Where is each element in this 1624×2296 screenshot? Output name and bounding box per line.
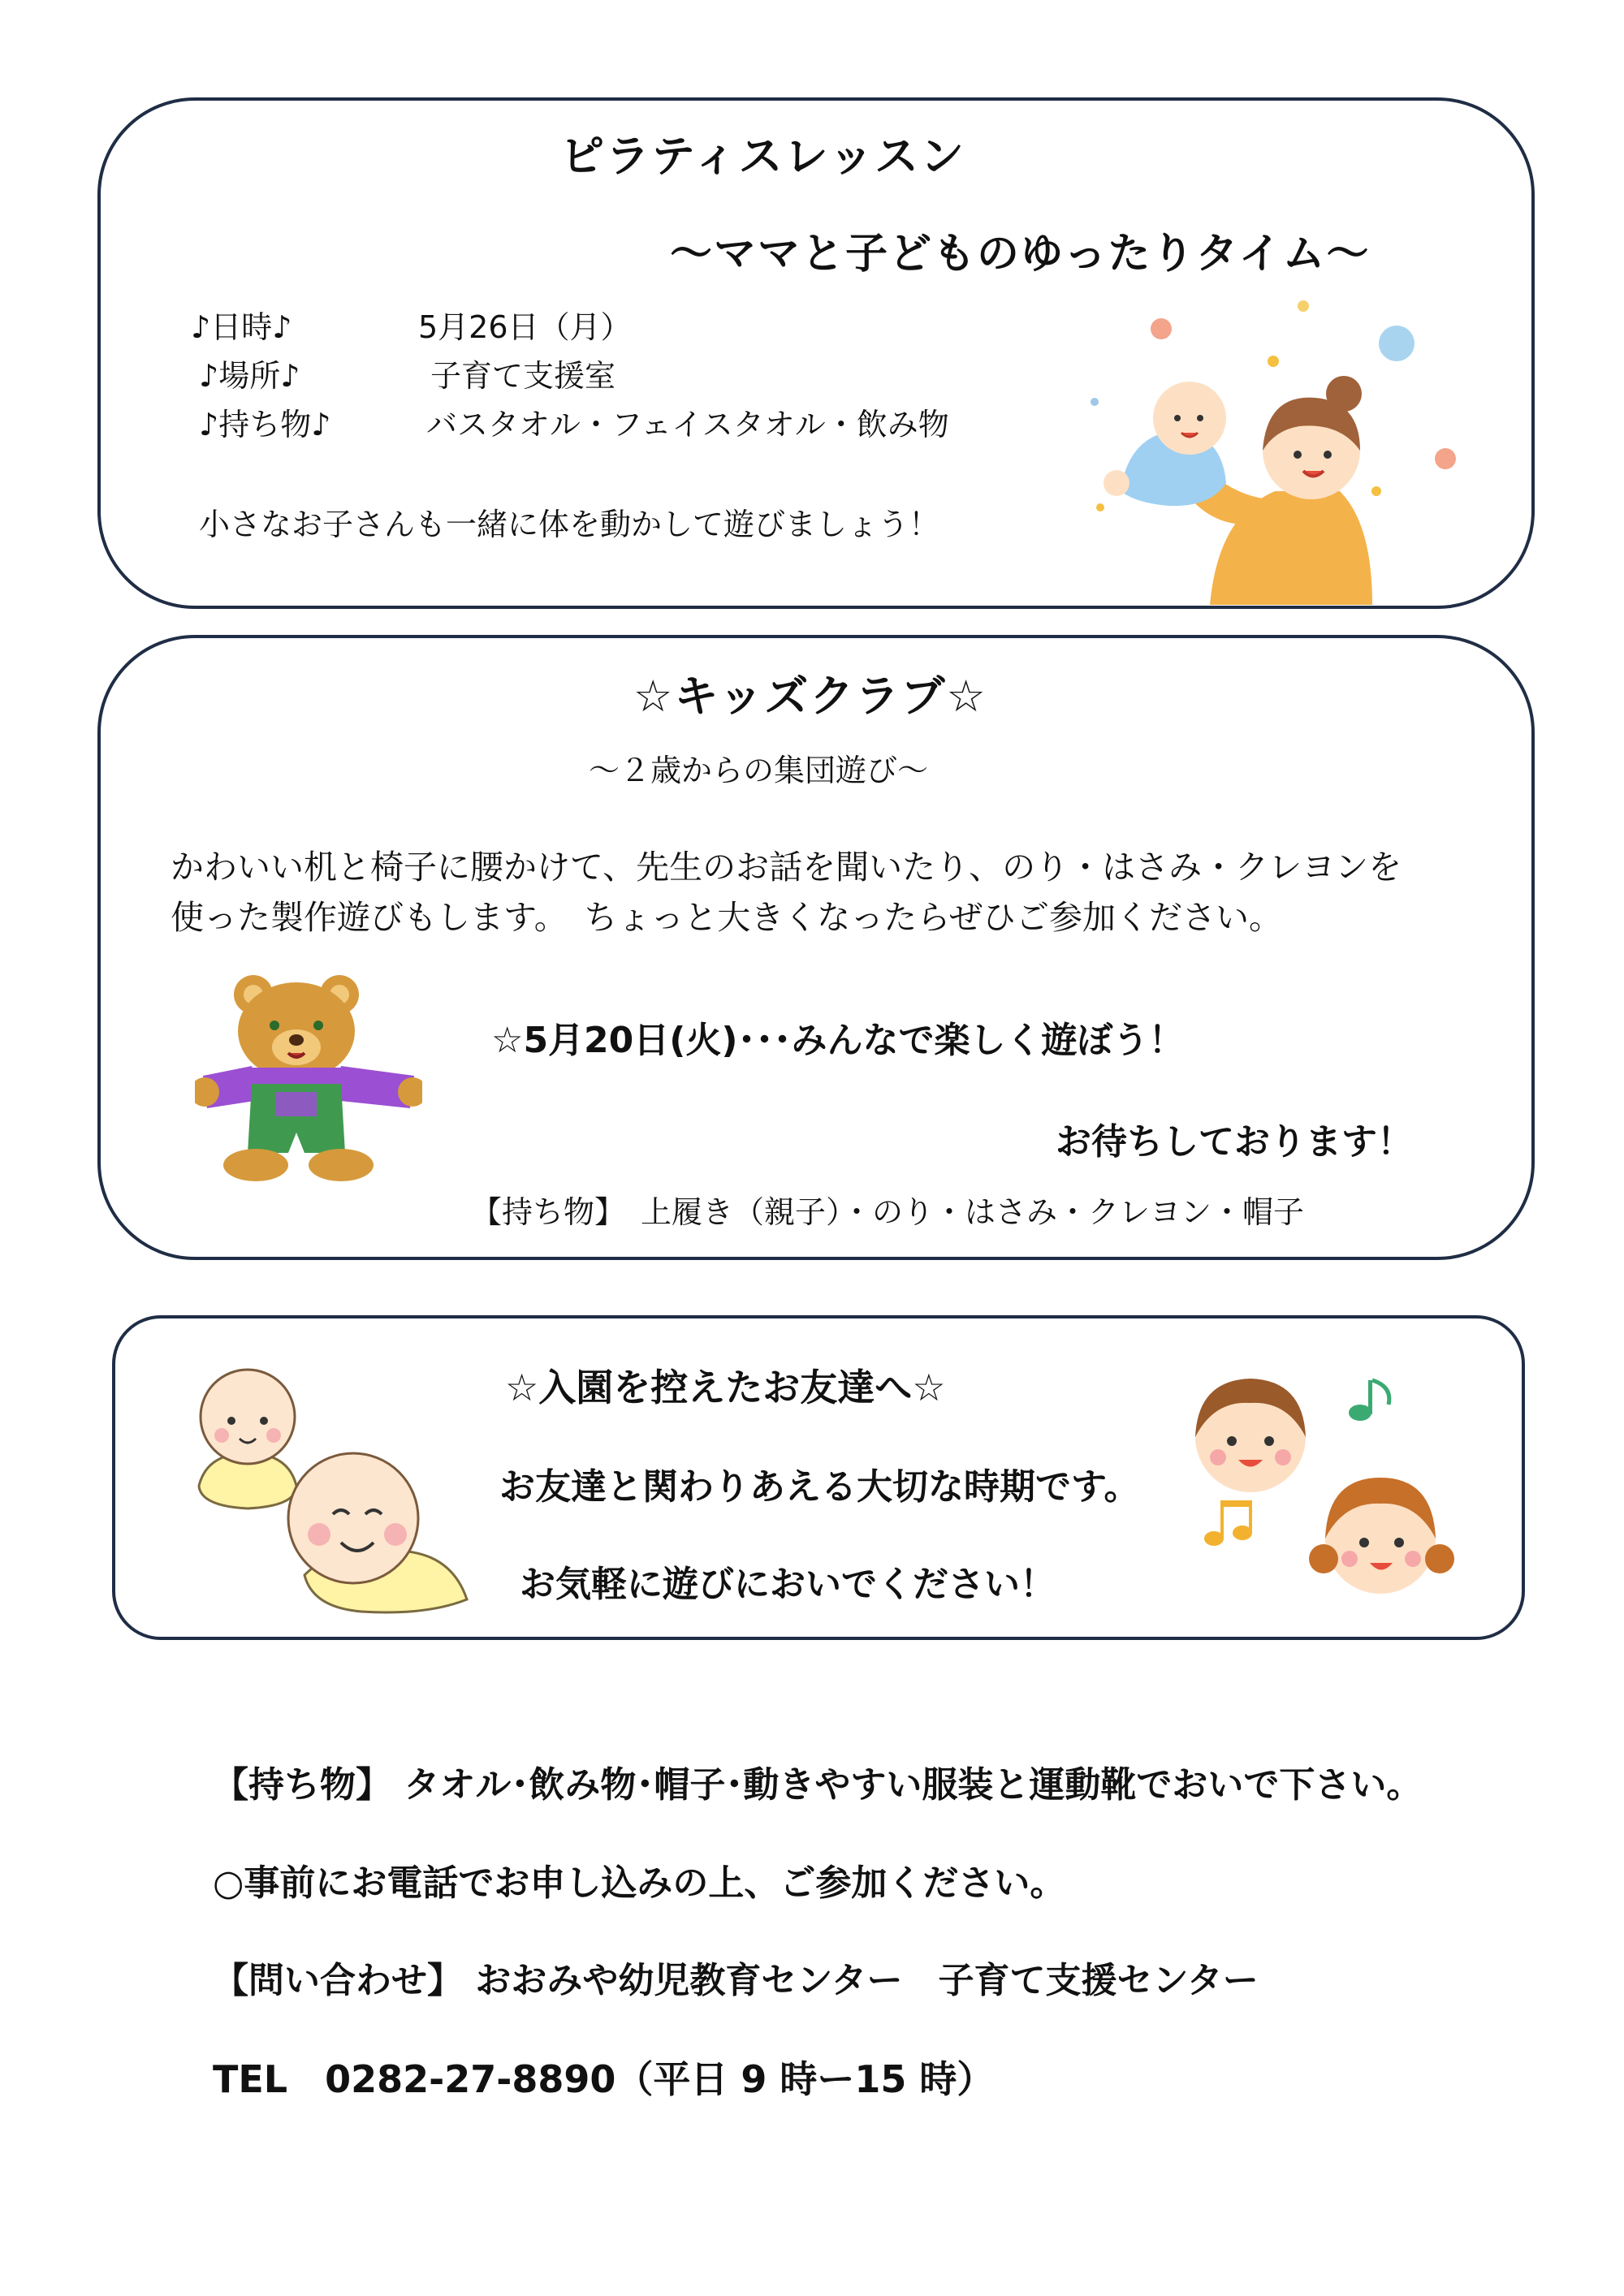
mother-hair-bun [1326, 376, 1362, 412]
kids-club-subtitle: 〜２歳からの集団遊び〜 [589, 753, 929, 788]
pre-school-title: ☆入園を控えたお友達へ☆ [505, 1366, 946, 1409]
footer-apply: ○事前にお電話でお申し込みの上、ご参加ください。 [213, 1862, 1066, 1904]
pilates-title: ピラティスレッスン [560, 131, 966, 182]
kids-club-event: ☆5月20日(火)･･･みんなで楽しく遊ぼう！ [491, 1020, 1185, 1061]
place-value: 子育て支援室 [430, 358, 616, 394]
bear-foot [223, 1149, 288, 1181]
children-illustration [1181, 1364, 1458, 1616]
pilates-subtitle: 〜ママと子どものゆったりタイム〜 [670, 230, 1371, 278]
bubble-decoration [1379, 326, 1415, 361]
bubble-decoration [1371, 486, 1381, 496]
music-note-icon [1349, 1380, 1389, 1421]
pilates-note: 小さなお子さんも一緒に体を動かして遊びましょう！ [199, 507, 940, 542]
teddy-bear-illustration [195, 970, 422, 1189]
kids-club-desc-line1: かわいい机と椅子に腰かけて、先生のお話を聞いたり、のり・はさみ・クレヨンを [171, 848, 1402, 887]
bubble-decoration [1151, 318, 1172, 339]
bubble-decoration [1435, 448, 1456, 469]
place-label: ♪場所♪ [199, 358, 300, 394]
bubble-decoration [1268, 356, 1279, 367]
bubble-decoration [1091, 398, 1099, 406]
pre-school-line1: お友達と関わりあえる大切な時期です。 [499, 1466, 1140, 1508]
kids-club-items: 【持ち物】 上履き（親子）・のり・はさみ・クレヨン・帽子 [471, 1194, 1305, 1230]
baby-head [1153, 382, 1226, 455]
kids-club-waiting: お待ちしております！ [1056, 1121, 1413, 1163]
kids-club-desc-line2: 使った製作遊びもします。 ちょっと大きくなったらぜひご参加ください。 [171, 898, 1282, 937]
items-value: バスタオル・フェイスタオル・飲み物 [426, 407, 949, 442]
bear-foot [309, 1149, 374, 1181]
baby-head [201, 1370, 295, 1464]
date-value: 5月26日（月） [418, 309, 632, 345]
footer-tel: TEL 0282-27-8890（平日 9 時ー15 時） [213, 2057, 995, 2101]
music-note-icon [1204, 1500, 1252, 1546]
babies-illustration [183, 1364, 483, 1624]
baby-head [288, 1453, 418, 1583]
footer-items: 【持ち物】 タオル･飲み物･帽子･動きやすい服装と運動靴でおいで下さい。 [213, 1764, 1423, 1806]
bubble-decoration [1298, 300, 1309, 312]
bubble-decoration [1096, 503, 1104, 511]
footer-contact: 【問い合わせ】 おおみや幼児教育センター 子育て支援センター [213, 1960, 1259, 2001]
pre-school-line2: お気軽に遊びにおいでください！ [520, 1564, 1056, 1605]
date-label: ♪日時♪ [191, 309, 292, 345]
kids-club-title: ☆キッズクラブ☆ [633, 671, 987, 722]
items-label: ♪持ち物♪ [199, 407, 331, 442]
mother-baby-illustration [1072, 288, 1486, 605]
